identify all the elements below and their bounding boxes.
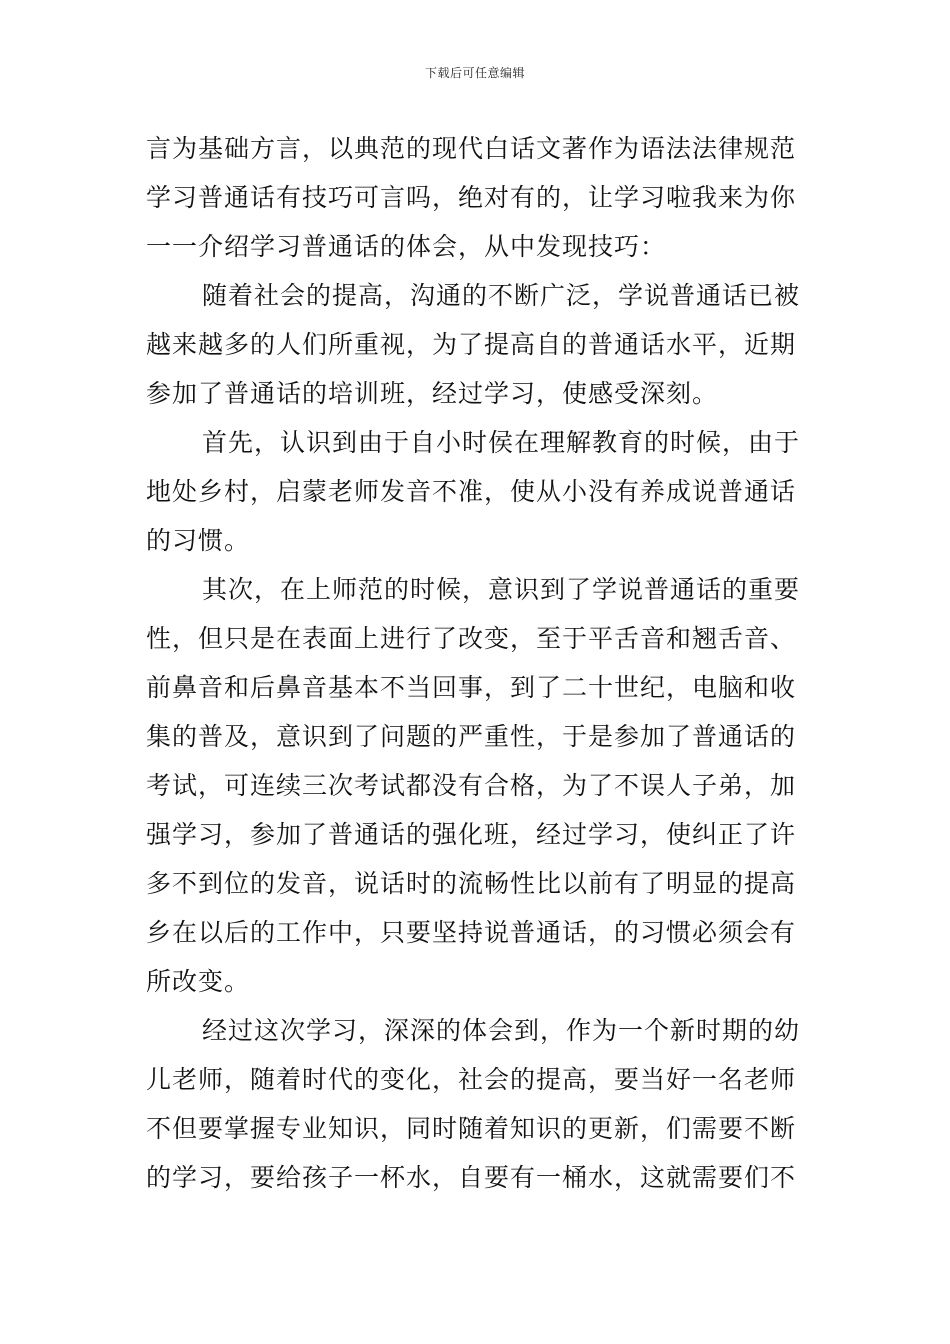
paragraph-first-line: 首先，认识到由于自小时侯在理解教育的时候，由于	[202, 428, 801, 457]
paragraph-first-line: 其次，在上师范的时候，意识到了学说普通话的重要	[202, 575, 801, 604]
text-line: 乡在以后的工作中，只要坚持说普通话，的习惯必须会有	[146, 918, 797, 947]
text-line: 强学习，参加了普通话的强化班，经过学习，使纠正了许	[146, 820, 797, 849]
paragraph-first-line: 随着社会的提高，沟通的不断广泛，学说普通话已被	[202, 281, 801, 310]
text-line: 言为基础方言，以典范的现代白话文著作为语法法律规范	[146, 134, 797, 163]
text-line: 的学习，要给孩子一杯水，自要有一桶水，这就需要们不	[146, 1163, 797, 1192]
text-line: 儿老师，随着时代的变化，社会的提高，要当好一名老师	[146, 1065, 797, 1094]
text-line: 集的普及，意识到了问题的严重性，于是参加了普通话的	[146, 722, 797, 751]
text-line: 所改变。	[146, 967, 251, 996]
document-body	[146, 124, 806, 1202]
page-header-note: 下载后可任意编辑	[424, 66, 525, 80]
text-line: 的习惯。	[146, 526, 251, 555]
text-line: 学习普通话有技巧可言吗，绝对有的，让学习啦我来为你	[146, 183, 797, 212]
text-line: 考试，可连续三次考试都没有合格，为了不误人子弟，加	[146, 771, 797, 800]
text-line: 越来越多的人们所重视，为了提高自的普通话水平，近期	[146, 330, 797, 359]
paragraph-first-line: 经过这次学习，深深的体会到，作为一个新时期的幼	[202, 1016, 801, 1045]
text-line: 一一介绍学习普通话的体会，从中发现技巧：	[146, 232, 667, 261]
text-line: 不但要掌握专业知识，同时随着知识的更新，们需要不断	[146, 1114, 797, 1143]
text-line: 性，但只是在表面上进行了改变，至于平舌音和翘舌音、	[146, 624, 797, 653]
text-line: 多不到位的发音，说话时的流畅性比以前有了明显的提高	[146, 869, 797, 898]
text-line: 参加了普通话的培训班，经过学习，使感受深刻。	[146, 379, 719, 408]
text-line: 地处乡村，启蒙老师发音不准，使从小没有养成说普通话	[146, 477, 797, 506]
text-line: 前鼻音和后鼻音基本不当回事，到了二十世纪，电脑和收	[146, 673, 797, 702]
